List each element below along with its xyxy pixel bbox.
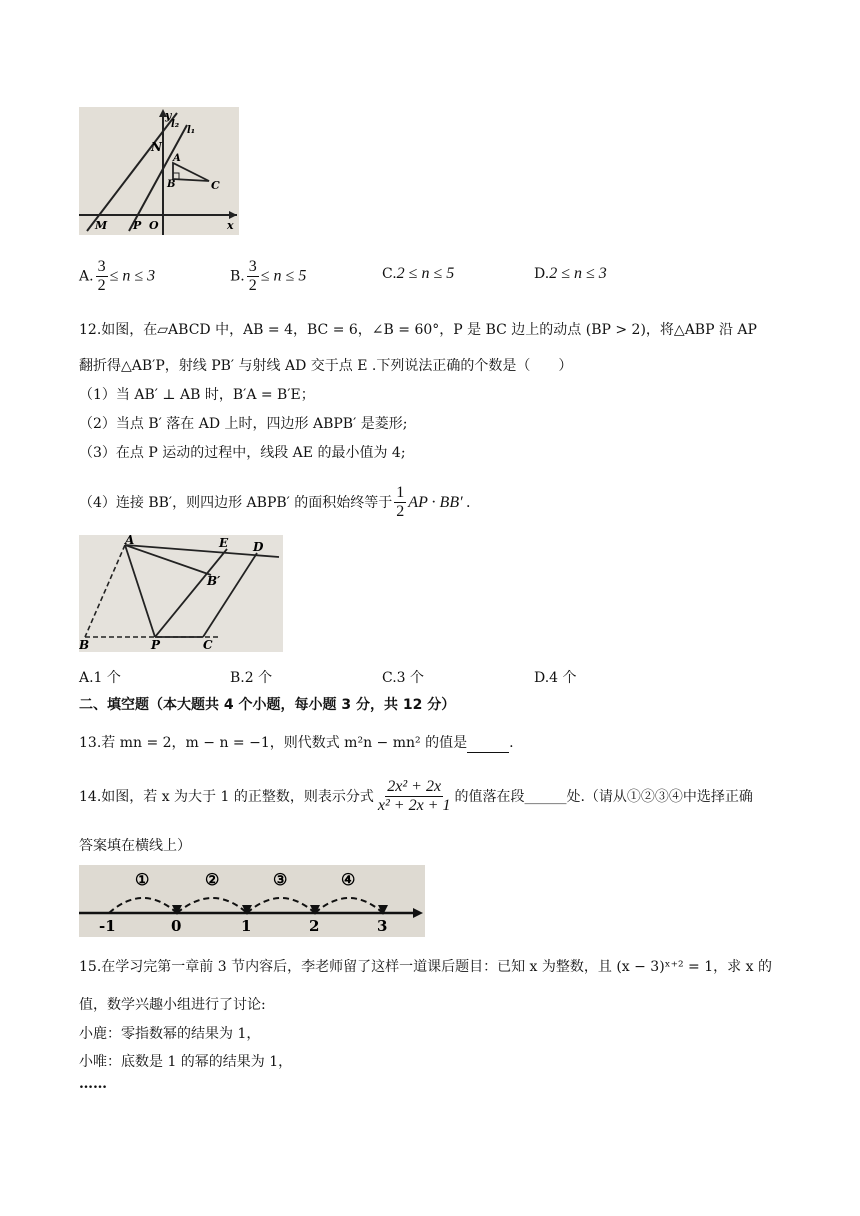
label-e: E — [219, 536, 229, 550]
option-prefix: D. — [534, 266, 550, 282]
tick-label: -1 — [99, 917, 116, 935]
q12-figure — [79, 535, 283, 652]
label-p: P — [151, 638, 161, 652]
q11-option-d[interactable] — [534, 265, 607, 283]
label-o: O — [149, 219, 159, 232]
frac-num: 1 — [396, 484, 405, 501]
q14-line2: 答案填在横线上） — [79, 838, 191, 854]
q12-statement-1: （1）当 AB′ ⊥ AB 时，B′A = B′E； — [79, 387, 315, 403]
q12-statement-2: （2）当点 B′ 落在 AD 上时，四边形 ABPB′ 是菱形; — [79, 416, 408, 432]
option-prefix: C. — [382, 266, 397, 282]
tick-label: 2 — [309, 917, 320, 935]
label-m: M — [95, 219, 108, 232]
label-b: B — [79, 638, 90, 652]
q12-line1: 12.如图，在▱ABCD 中，AB = 4，BC = 6，∠B = 60°，P 是 BC 边上的动点 (BP > 2)，将△ABP 沿 AP — [79, 322, 757, 338]
q12-statement-3: （3）在点 P 运动的过程中，线段 AE 的最小值为 4; — [79, 445, 406, 461]
option-fraction — [247, 258, 259, 295]
label-d: D — [253, 540, 264, 554]
option-text: ≤ n ≤ 3 — [109, 267, 156, 285]
q12-statement-4 — [79, 484, 471, 521]
section-heading: 二、填空题（本大题共 4 个小题，每小题 3 分，共 12 分） — [79, 697, 456, 713]
label-b: B — [167, 179, 176, 190]
number-line — [79, 865, 425, 937]
q13-post: . — [509, 735, 514, 751]
q11-option-a[interactable] — [79, 258, 155, 295]
q15-line2: 值，数学兴趣小组进行了讨论: — [79, 997, 266, 1013]
frac-den: x² + 2x + 1 — [377, 797, 451, 814]
q14-line1 — [79, 778, 753, 815]
tick-label: 1 — [241, 917, 252, 935]
option-text: 2 ≤ n ≤ 5 — [396, 265, 455, 282]
frac-den: 2 — [97, 277, 106, 294]
q15-line4: 小唯：底数是 1 的幂的结果为 1， — [79, 1054, 293, 1070]
frac-den: 2 — [248, 277, 257, 294]
q13-pre: 13.若 mn = 2，m − n = −1，则代数式 m²n − mn² 的值是 — [79, 735, 468, 751]
label-c: C — [203, 638, 213, 652]
q14-post: 的值落在段______处.（请从①②③④中选择正确 — [454, 788, 753, 805]
option-prefix: B. — [230, 268, 245, 285]
segment-3-label: ③ — [273, 870, 288, 889]
q13-text — [79, 733, 514, 753]
tick-label: 3 — [377, 917, 388, 935]
frac-num: 3 — [97, 258, 106, 275]
q12-option-d[interactable]: D.4 个 — [534, 670, 577, 686]
s4-post: AP · BB′ . — [408, 493, 471, 511]
label-l2: l₂ — [171, 119, 180, 130]
frac-den: 2 — [396, 503, 405, 520]
q11-graph — [79, 107, 239, 235]
q15-line3: 小鹿：零指数幂的结果为 1， — [79, 1026, 261, 1042]
q14-pre: 14.如图，若 x 为大于 1 的正整数，则表示分式 — [79, 788, 374, 805]
s4-pre: （4）连接 BB′，则四边形 ABPB′ 的面积始终等于 — [79, 494, 393, 511]
option-prefix: A. — [79, 268, 94, 285]
q11-figure — [79, 107, 239, 235]
frac-num: 3 — [248, 258, 257, 275]
s4-fraction — [394, 484, 406, 521]
label-l1: l₁ — [187, 125, 196, 136]
q14-fraction — [376, 778, 453, 815]
q12-diagram — [79, 535, 283, 652]
option-text: ≤ n ≤ 5 — [260, 267, 307, 285]
option-fraction — [96, 258, 108, 295]
q15-line5: …… — [79, 1076, 107, 1092]
q12-line2: 翻折得△AB′P，射线 PB′ 与射线 AD 交于点 E .下列说法正确的个数是（ ） — [79, 358, 573, 374]
q11-option-b[interactable] — [230, 258, 306, 295]
label-a: A — [173, 153, 181, 164]
q14-numberline-figure — [79, 865, 425, 937]
segment-2-label: ② — [205, 870, 220, 889]
frac-num: 2x² + 2x — [387, 778, 442, 795]
q12-option-a[interactable]: A.1 个 — [79, 670, 121, 686]
label-p: P — [133, 219, 142, 232]
label-b-prime: B′ — [207, 574, 221, 588]
label-c: C — [211, 179, 220, 192]
label-n: N — [151, 140, 162, 154]
label-a: A — [125, 535, 135, 547]
label-y: y — [165, 109, 172, 122]
q11-option-c[interactable] — [382, 265, 454, 283]
q12-option-c[interactable]: C.3 个 — [382, 670, 425, 686]
q13-answer-blank[interactable] — [467, 738, 509, 753]
q15-line1: 15.在学习完第一章前 3 节内容后，李老师留了这样一道课后题目：已知 x 为整数，且 (x − 3)ˣ⁺² = 1，求 x 的 — [79, 959, 772, 975]
option-text: 2 ≤ n ≤ 3 — [549, 265, 607, 282]
q12-option-b[interactable]: B.2 个 — [230, 670, 273, 686]
tick-label: 0 — [171, 917, 182, 935]
segment-4-label: ④ — [341, 870, 356, 889]
segment-1-label: ① — [135, 870, 150, 889]
label-x: x — [227, 219, 234, 232]
